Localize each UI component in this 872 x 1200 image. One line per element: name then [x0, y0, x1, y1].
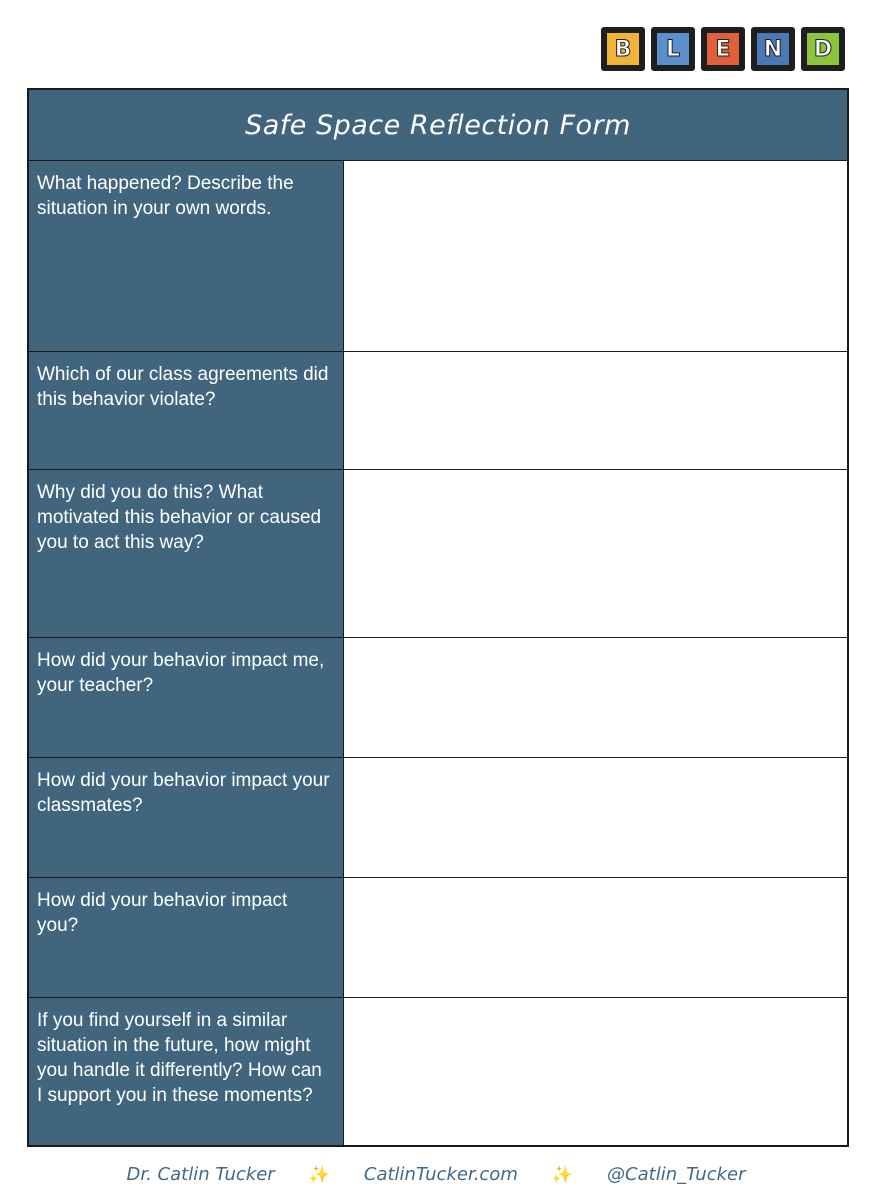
logo-letter: B	[607, 33, 639, 65]
footer-handle: @Catlin_Tucker	[607, 1164, 746, 1185]
form-title: Safe Space Reflection Form	[29, 90, 847, 161]
answer-field-agreement-violated[interactable]	[344, 352, 847, 470]
answer-field-future-handling[interactable]	[344, 998, 847, 1145]
answer-field-impact-teacher[interactable]	[344, 638, 847, 758]
answer-field-impact-self[interactable]	[344, 878, 847, 998]
footer-author: Dr. Catlin Tucker	[126, 1164, 275, 1185]
logo-letter: L	[657, 33, 689, 65]
logo-letter: N	[757, 33, 789, 65]
logo-tile-b	[601, 27, 645, 71]
question-impact-classmates: How did your behavior impact your classmates?	[29, 758, 344, 878]
question-what-happened: What happened? Describe the situation in your own words.	[29, 161, 344, 352]
footer-website: CatlinTucker.com	[363, 1164, 518, 1185]
question-impact-teacher: How did your behavior impact me, your teacher?	[29, 638, 344, 758]
question-agreement-violated: Which of our class agreements did this behavior violate?	[29, 352, 344, 470]
logo-tile-d	[801, 27, 845, 71]
logo-tile-l	[651, 27, 695, 71]
answer-field-motivation[interactable]	[344, 470, 847, 638]
question-motivation: Why did you do this? What motivated this behavior or caused you to act this way?	[29, 470, 344, 638]
footer	[0, 1164, 872, 1185]
question-impact-self: How did your behavior impact you?	[29, 878, 344, 998]
logo-tile-e	[701, 27, 745, 71]
sparkle-icon: ✨	[551, 1164, 574, 1185]
question-future-handling: If you find yourself in a similar situation in the future, how might you handle it differently? How can I support you in these moments?	[29, 998, 344, 1145]
answer-field-impact-classmates[interactable]	[344, 758, 847, 878]
logo-letter: E	[707, 33, 739, 65]
sparkle-icon: ✨	[308, 1164, 330, 1185]
logo-letter: D	[807, 33, 839, 65]
logo-tile-n	[751, 27, 795, 71]
reflection-form-table	[27, 88, 849, 1147]
answer-field-what-happened[interactable]	[344, 161, 847, 352]
blend-logo	[601, 27, 845, 71]
